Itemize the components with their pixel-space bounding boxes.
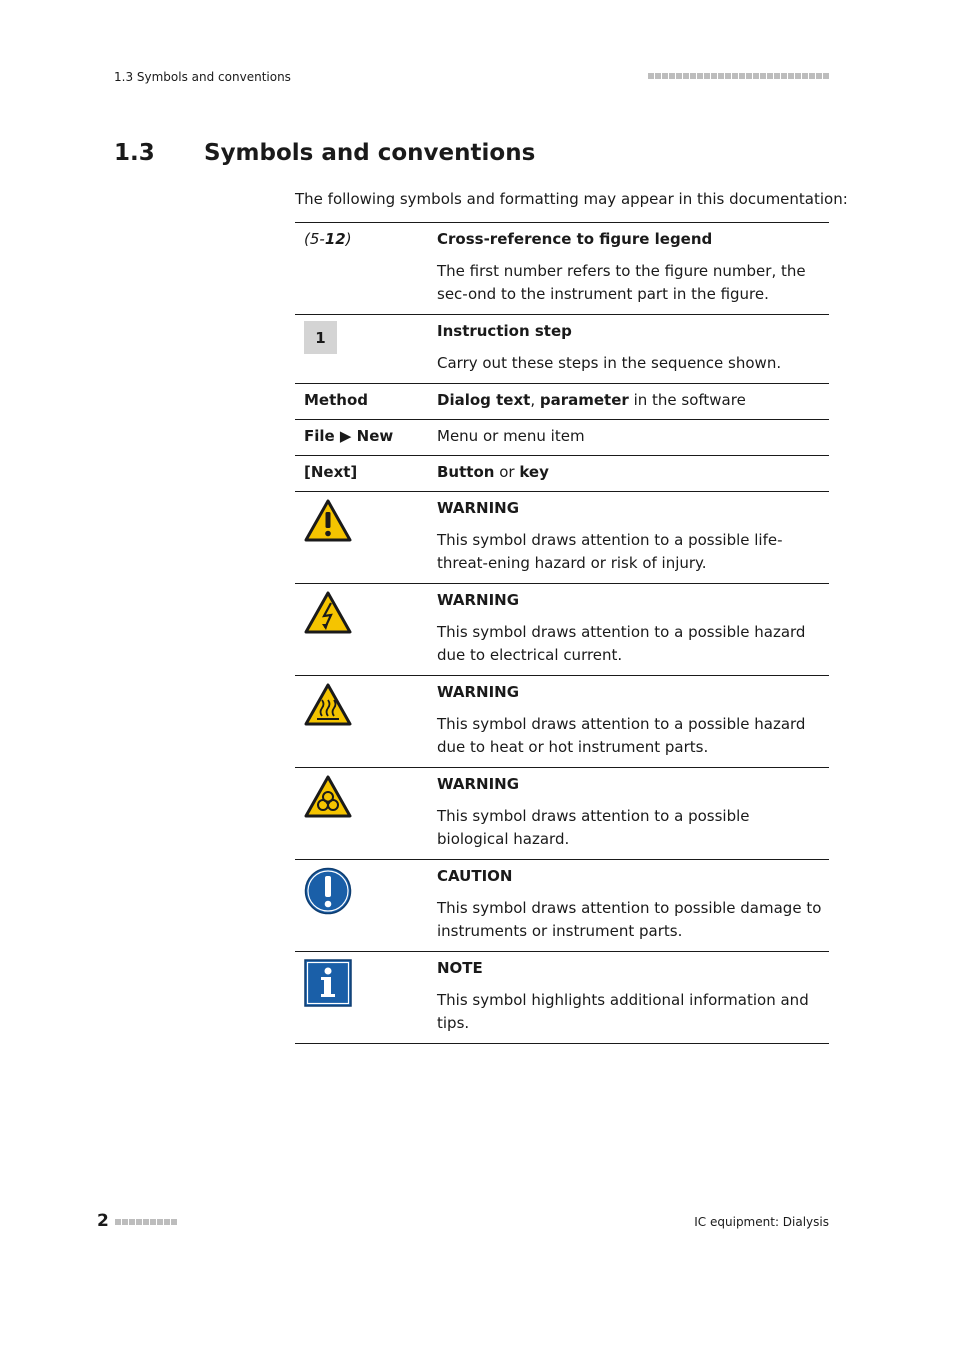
row-text: This symbol draws attention to a possible life-threat-ening hazard or risk of injury. <box>437 531 783 572</box>
decorative-square <box>781 73 787 79</box>
decorative-square <box>711 73 717 79</box>
decorative-square <box>648 73 654 79</box>
biohazard-icon <box>295 768 437 859</box>
decorative-square <box>697 73 703 79</box>
footer-decorative-dots <box>115 1219 177 1225</box>
decorative-square <box>823 73 829 79</box>
row-text: Carry out these steps in the sequence shown. <box>437 354 782 372</box>
decorative-square <box>816 73 822 79</box>
xref-symbol: (5-12) <box>304 230 352 248</box>
row-title: NOTE <box>437 959 483 977</box>
decorative-square <box>809 73 815 79</box>
decorative-square <box>143 1219 149 1225</box>
table-row <box>295 314 829 383</box>
table-row <box>295 583 829 675</box>
row-title: Instruction step <box>437 322 572 340</box>
row-title: Cross-reference to figure legend <box>437 230 713 248</box>
warning-triangle-icon <box>295 492 437 583</box>
decorative-square <box>150 1219 156 1225</box>
table-row <box>295 419 829 455</box>
menu-symbol: File ▶ New <box>304 427 394 445</box>
row-text: Button or key <box>437 463 549 481</box>
row-text: This symbol draws attention to a possible hazard due to electrical current. <box>437 623 806 664</box>
decorative-square <box>129 1219 135 1225</box>
decorative-square <box>171 1219 177 1225</box>
row-text: This symbol draws attention to a possible biological hazard. <box>437 807 750 848</box>
decorative-square <box>718 73 724 79</box>
running-header-title: 1.3 Symbols and conventions <box>114 70 291 84</box>
decorative-square <box>683 73 689 79</box>
row-text: This symbol draws attention to a possible hazard due to heat or hot instrument parts. <box>437 715 806 756</box>
table-row <box>295 455 829 491</box>
section-number: 1.3 <box>114 140 155 166</box>
decorative-square <box>767 73 773 79</box>
conventions-table <box>295 222 829 1044</box>
decorative-square <box>655 73 661 79</box>
decorative-square <box>164 1219 170 1225</box>
decorative-square <box>704 73 710 79</box>
row-title: WARNING <box>437 591 520 609</box>
decorative-square <box>760 73 766 79</box>
hot-surface-icon <box>295 676 437 767</box>
table-row <box>295 383 829 419</box>
decorative-square <box>669 73 675 79</box>
section-title: Symbols and conventions <box>204 140 536 166</box>
table-row <box>295 951 829 1044</box>
table-row <box>295 675 829 767</box>
row-title: WARNING <box>437 499 520 517</box>
decorative-square <box>115 1219 121 1225</box>
instruction-step-box: 1 <box>304 321 337 354</box>
decorative-square <box>122 1219 128 1225</box>
high-voltage-icon <box>295 584 437 675</box>
header-decorative-dots <box>648 73 829 79</box>
section-heading <box>114 140 535 166</box>
decorative-square <box>662 73 668 79</box>
decorative-square <box>157 1219 163 1225</box>
decorative-square <box>802 73 808 79</box>
decorative-square <box>690 73 696 79</box>
row-title: WARNING <box>437 775 520 793</box>
decorative-square <box>739 73 745 79</box>
info-icon <box>295 952 437 1043</box>
decorative-square <box>676 73 682 79</box>
decorative-square <box>725 73 731 79</box>
decorative-square <box>774 73 780 79</box>
method-symbol: Method <box>304 391 368 409</box>
decorative-square <box>753 73 759 79</box>
exclamation-circle-icon <box>295 860 437 951</box>
row-text: This symbol draws attention to possible damage to instruments or instrument parts. <box>437 899 822 940</box>
row-text: This symbol highlights additional information and tips. <box>437 991 809 1032</box>
row-title: WARNING <box>437 683 520 701</box>
intro-paragraph: The following symbols and formatting may appear in this documentation: <box>295 190 848 208</box>
row-text: Dialog text, parameter in the software <box>437 391 746 409</box>
page-number: 2 <box>97 1211 109 1231</box>
decorative-square <box>788 73 794 79</box>
row-text: Menu or menu item <box>437 427 585 445</box>
decorative-square <box>136 1219 142 1225</box>
decorative-square <box>732 73 738 79</box>
footer-document-title: IC equipment: Dialysis <box>694 1215 829 1229</box>
button-symbol: [Next] <box>304 463 358 481</box>
row-text: The first number refers to the figure number, the sec-ond to the instrument part in the figure. <box>437 262 806 303</box>
decorative-square <box>795 73 801 79</box>
table-row <box>295 859 829 951</box>
table-row <box>295 491 829 583</box>
decorative-square <box>746 73 752 79</box>
row-title: CAUTION <box>437 867 513 885</box>
table-row <box>295 767 829 859</box>
table-row <box>295 222 829 314</box>
